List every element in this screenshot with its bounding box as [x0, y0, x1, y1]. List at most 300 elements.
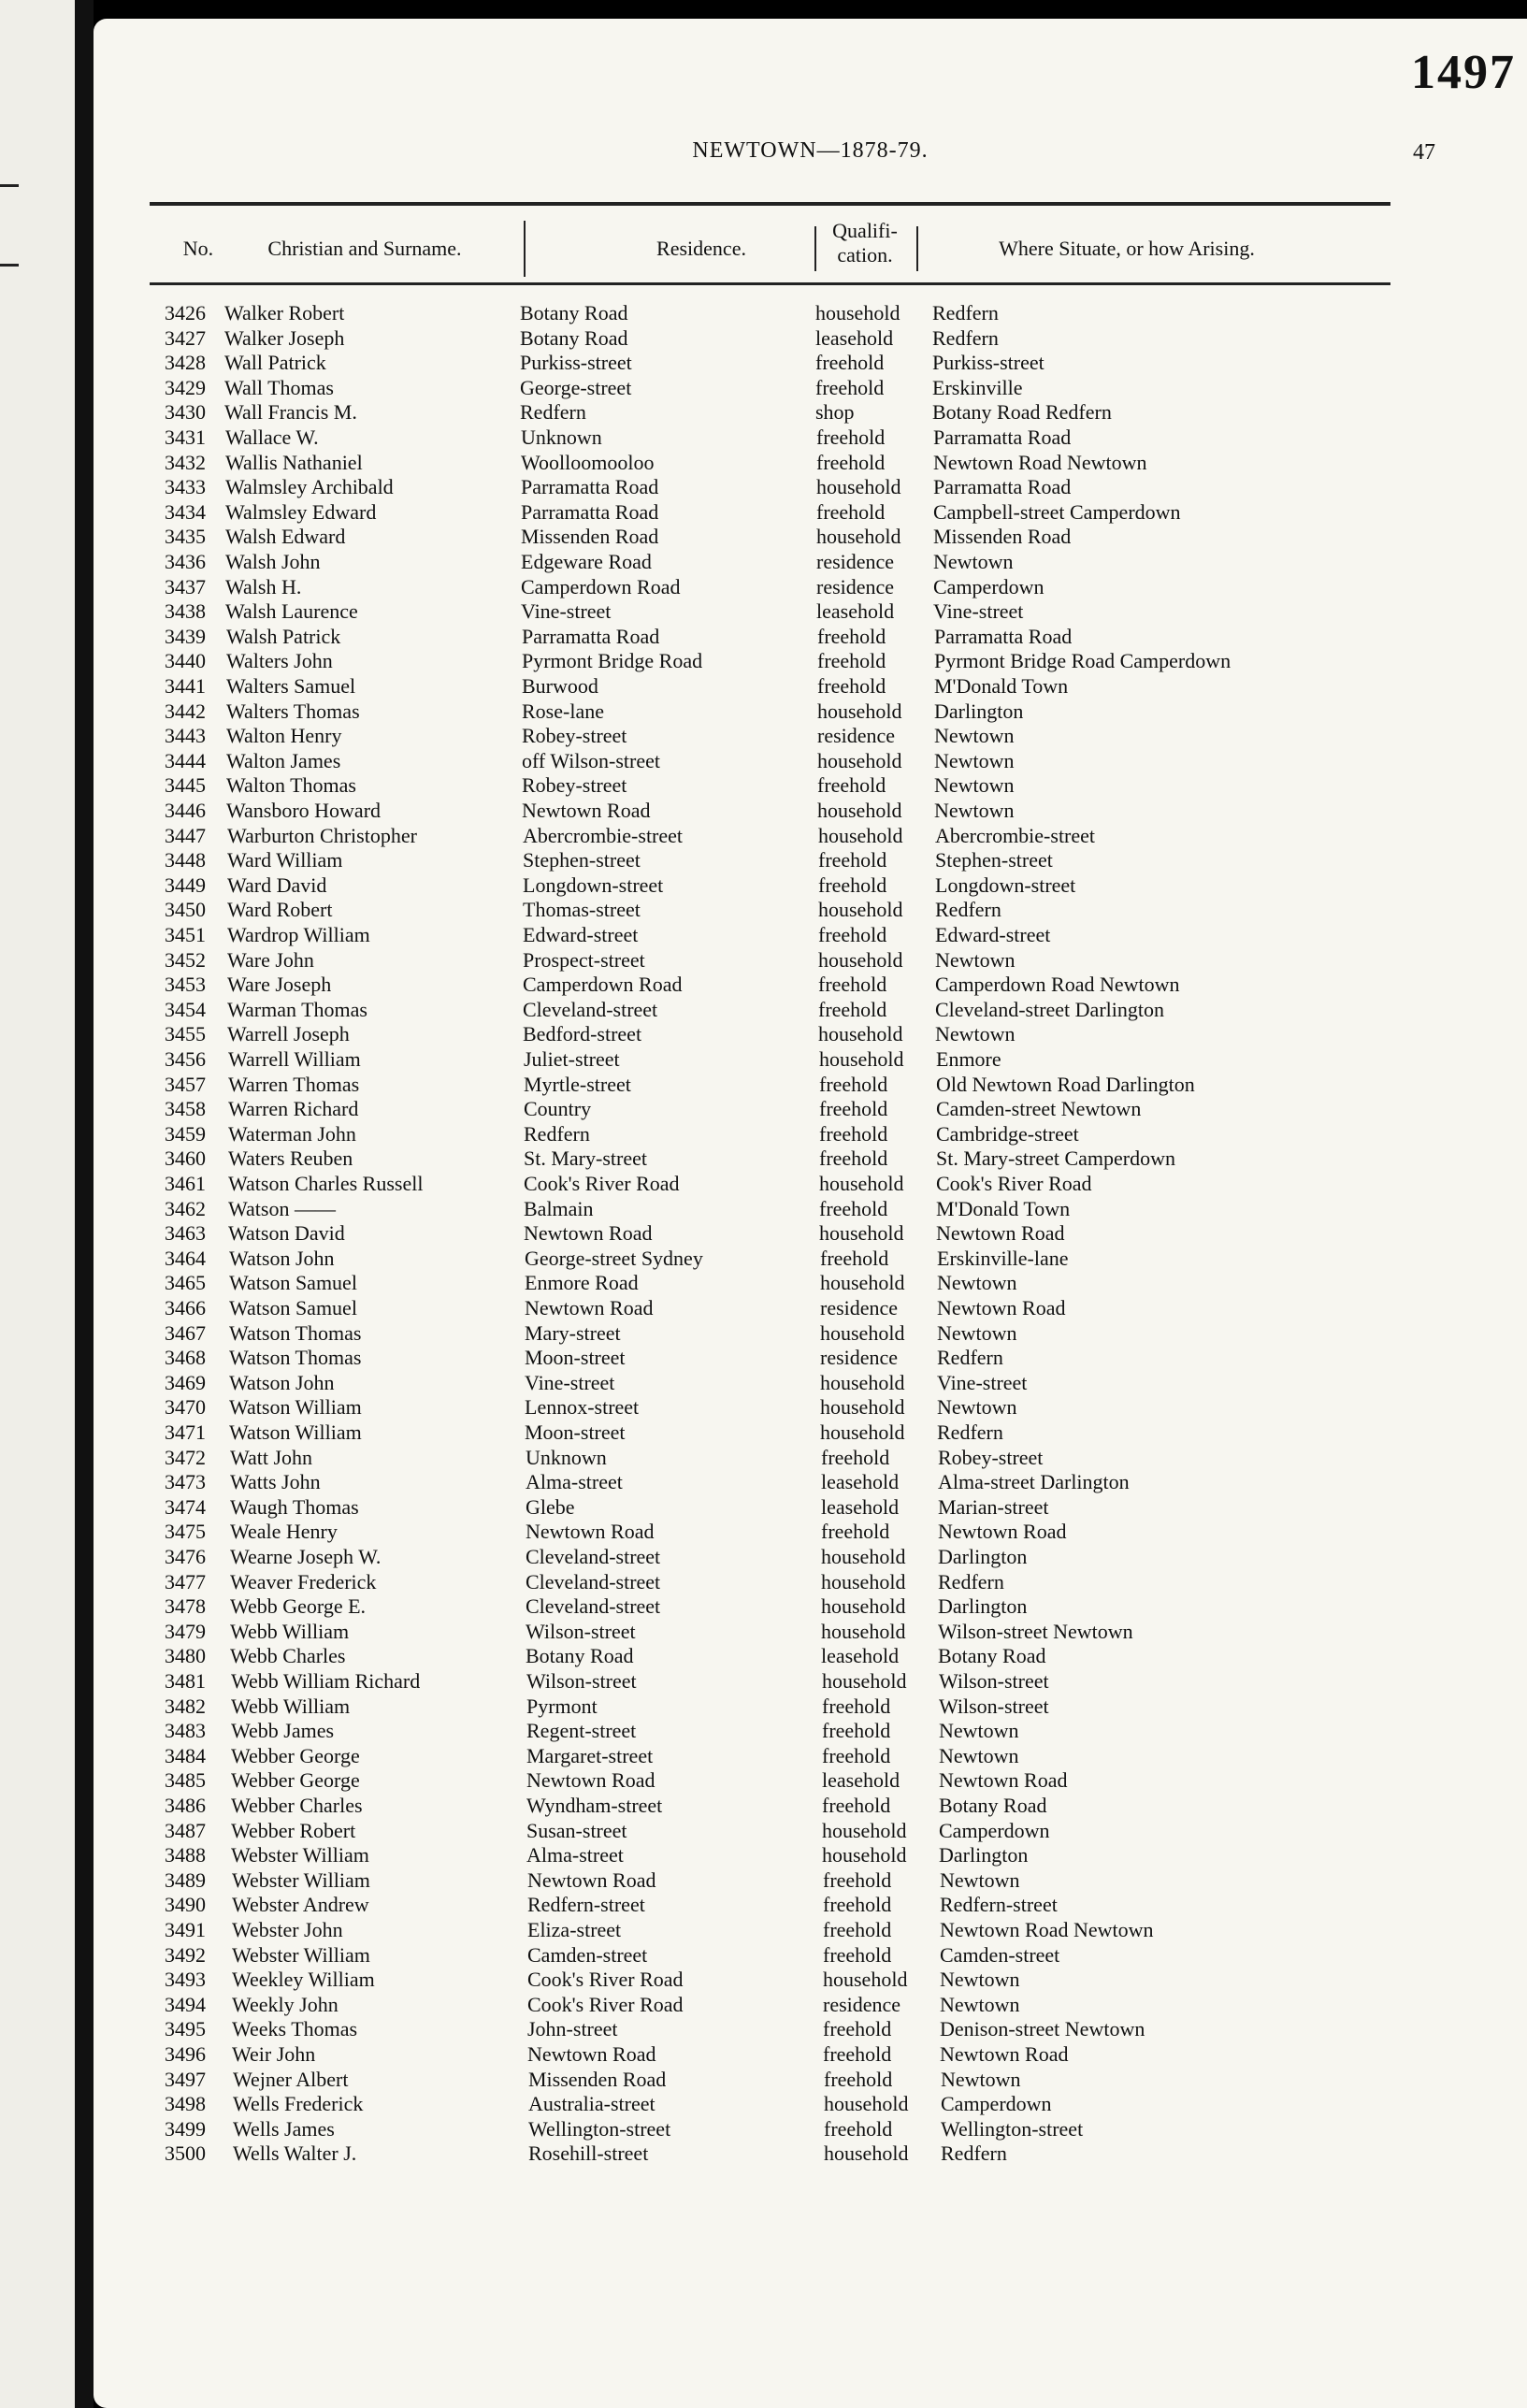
- elector-qualification: household: [820, 1370, 905, 1394]
- elector-qualification: residence: [816, 574, 895, 598]
- table-row: [94, 550, 1527, 575]
- property-location: Redfern-street: [940, 1893, 1058, 1917]
- property-location: Longdown-street: [935, 872, 1076, 897]
- property-location: Newtown Road: [939, 1768, 1068, 1793]
- elector-residence: John-street: [527, 2017, 618, 2041]
- book-spine: [75, 0, 94, 2408]
- property-location: Stephen-street: [935, 848, 1053, 872]
- elector-name: Warman Thomas: [227, 997, 367, 1021]
- table-row: [94, 1768, 1527, 1794]
- elector-number: 3478: [165, 1594, 206, 1619]
- table-row: [94, 1620, 1527, 1645]
- property-location: M'Donald Town: [934, 674, 1069, 698]
- property-location: Darlington: [938, 1594, 1028, 1619]
- page-number: 47: [1413, 140, 1435, 165]
- table-row: [94, 599, 1527, 625]
- property-location: Old Newtown Road Darlington: [936, 1072, 1195, 1096]
- elector-residence: Botany Road: [520, 301, 628, 324]
- elector-name: Webb William: [230, 1619, 350, 1643]
- elector-residence: Edward-street: [523, 923, 639, 946]
- elector-number: 3446: [165, 799, 206, 822]
- elector-name: Ward William: [227, 848, 343, 872]
- table-row: [94, 1047, 1527, 1073]
- elector-residence: Wyndham-street: [526, 1794, 663, 1817]
- table-row: [94, 1122, 1527, 1147]
- elector-name: Walton Henry: [226, 724, 342, 748]
- elector-residence: Abercrombie-street: [523, 823, 684, 847]
- elector-residence: Parramatta Road: [522, 624, 660, 648]
- elector-residence: Newtown Road: [527, 2042, 656, 2066]
- elector-qualification: freehold: [822, 1743, 891, 1767]
- elector-number: 3467: [165, 1320, 206, 1345]
- elector-residence: George-street: [520, 375, 632, 399]
- elector-number: 3464: [165, 1246, 206, 1270]
- elector-qualification: residence: [817, 724, 896, 748]
- property-location: Edward-street: [935, 923, 1051, 946]
- table-row: [94, 2017, 1527, 2042]
- elector-name: Webster William: [232, 1942, 370, 1967]
- elector-qualification: household: [820, 1420, 905, 1444]
- elector-name: Watt John: [230, 1445, 313, 1469]
- elector-residence: Glebe: [526, 1494, 575, 1519]
- elector-number: 3435: [165, 525, 206, 549]
- elector-name: Weeks Thomas: [232, 2017, 358, 2041]
- elector-number: 3427: [165, 325, 206, 350]
- elector-qualification: leasehold: [822, 1768, 900, 1793]
- elector-name: Weekly John: [232, 1992, 339, 2016]
- elector-qualification: household: [816, 525, 901, 549]
- elector-residence: off Wilson-street: [522, 748, 660, 772]
- elector-number: 3483: [165, 1719, 206, 1743]
- col-header-residence: Residence.: [656, 237, 746, 260]
- property-location: Campbell-street Camperdown: [933, 499, 1181, 524]
- elector-name: Waugh Thomas: [230, 1494, 359, 1519]
- elector-name: Webber Robert: [231, 1818, 356, 1842]
- elector-residence: Rose-lane: [522, 699, 604, 723]
- property-location: Marian-street: [938, 1494, 1049, 1519]
- elector-name: Wardrop William: [227, 923, 370, 946]
- elector-number: 3454: [165, 997, 206, 1021]
- elector-number: 3488: [165, 1843, 206, 1867]
- table-row: [94, 625, 1527, 650]
- elector-qualification: household: [819, 1047, 904, 1071]
- column-separator: [916, 226, 918, 271]
- table-row: [94, 1221, 1527, 1247]
- property-location: Wilson-street: [939, 1669, 1049, 1693]
- elector-number: 3443: [165, 724, 206, 748]
- property-location: Denison-street Newtown: [940, 2017, 1145, 2041]
- property-location: Darlington: [934, 699, 1024, 723]
- elector-residence: Missenden Road: [521, 525, 659, 549]
- column-separator: [524, 221, 526, 277]
- elector-name: Wells James: [233, 2116, 335, 2141]
- table-row: [94, 1495, 1527, 1521]
- table-row: [94, 1694, 1527, 1720]
- elector-number: 3456: [165, 1047, 206, 1071]
- table-row: [94, 1346, 1527, 1371]
- elector-residence: Regent-street: [526, 1719, 637, 1743]
- property-location: Cambridge-street: [936, 1121, 1079, 1146]
- elector-qualification: freehold: [823, 2042, 892, 2066]
- elector-qualification: household: [817, 799, 902, 822]
- elector-number: 3453: [165, 973, 206, 997]
- elector-qualification: household: [820, 1395, 905, 1420]
- elector-number: 3481: [165, 1669, 206, 1693]
- property-location: M'Donald Town: [936, 1196, 1071, 1220]
- elector-residence: Newtown Road: [526, 1520, 655, 1544]
- margin-mark: [0, 184, 19, 187]
- table-row: [94, 1446, 1527, 1471]
- table-row: [94, 2117, 1527, 2142]
- elector-number: 3473: [165, 1470, 206, 1494]
- elector-name: Weir John: [232, 2042, 316, 2066]
- elector-name: Webb William Richard: [231, 1669, 421, 1693]
- elector-number: 3457: [165, 1072, 206, 1096]
- elector-residence: Botany Road: [520, 325, 628, 350]
- table-row: [94, 1744, 1527, 1769]
- table-row: [94, 475, 1527, 500]
- elector-qualification: household: [821, 1619, 906, 1643]
- property-location: St. Mary-street Camperdown: [936, 1146, 1175, 1171]
- elector-qualification: household: [819, 1221, 904, 1246]
- elector-number: 3474: [165, 1494, 206, 1519]
- property-location: Alma-street Darlington: [938, 1470, 1130, 1494]
- elector-number: 3491: [165, 1918, 206, 1941]
- table-row: [94, 873, 1527, 899]
- col-header-name: Christian and Surname.: [267, 237, 462, 260]
- elector-name: Walsh H.: [225, 574, 302, 598]
- elector-qualification: household: [816, 475, 901, 499]
- elector-qualification: household: [820, 1320, 905, 1345]
- property-location: Newtown: [940, 1992, 1020, 2016]
- property-location: Newtown: [940, 1867, 1020, 1892]
- property-location: Newtown: [940, 1968, 1020, 1992]
- table-row: [94, 1271, 1527, 1296]
- table-row: [94, 1943, 1527, 1968]
- property-location: Cleveland-street Darlington: [935, 997, 1164, 1021]
- elector-qualification: freehold: [818, 872, 887, 897]
- elector-residence: Rosehill-street: [528, 2141, 649, 2166]
- property-location: Camden-street Newtown: [936, 1097, 1142, 1121]
- elector-name: Wallis Nathaniel: [225, 450, 363, 474]
- property-location: Botany Road: [939, 1794, 1047, 1817]
- property-location: Abercrombie-street: [935, 823, 1096, 847]
- elector-residence: Enmore Road: [525, 1271, 639, 1295]
- table-row: [94, 848, 1527, 873]
- elector-number: 3484: [165, 1743, 206, 1767]
- property-location: Newtown: [939, 1719, 1019, 1743]
- elector-name: Warburton Christopher: [227, 823, 417, 847]
- table-row: [94, 699, 1527, 725]
- table-row: [94, 1073, 1527, 1098]
- elector-residence: Cook's River Road: [524, 1172, 680, 1195]
- elector-number: 3445: [165, 773, 206, 798]
- elector-number: 3461: [165, 1172, 206, 1195]
- property-location: Robey-street: [938, 1445, 1044, 1469]
- elector-name: Warren Thomas: [228, 1072, 360, 1096]
- elector-number: 3441: [165, 674, 206, 698]
- elector-name: Watson John: [229, 1246, 335, 1270]
- table-row: [94, 1594, 1527, 1620]
- elector-number: 3430: [165, 400, 206, 425]
- property-location: Newtown: [934, 724, 1015, 748]
- elector-name: Wearne Joseph W.: [230, 1545, 382, 1568]
- elector-residence: Camperdown Road: [521, 574, 681, 598]
- elector-number: 3492: [165, 1942, 206, 1967]
- property-location: Botany Road: [938, 1644, 1046, 1668]
- elector-number: 3499: [165, 2116, 206, 2141]
- elector-name: Watson Charles Russell: [228, 1172, 424, 1195]
- elector-residence: Eliza-street: [527, 1918, 622, 1941]
- property-location: Newtown: [934, 748, 1015, 772]
- elector-qualification: household: [818, 898, 903, 922]
- elector-number: 3476: [165, 1545, 206, 1568]
- elector-number: 3490: [165, 1893, 206, 1917]
- elector-number: 3482: [165, 1694, 206, 1718]
- table-row: [94, 1395, 1527, 1420]
- property-location: Camperdown Road Newtown: [935, 973, 1180, 997]
- property-location: Newtown Road: [938, 1520, 1067, 1544]
- col-header-no: No.: [182, 237, 214, 260]
- col-header-qualification: Qualifi- cation.: [832, 219, 898, 267]
- elector-qualification: freehold: [817, 674, 886, 698]
- elector-number: 3436: [165, 550, 206, 573]
- property-location: Enmore: [936, 1047, 1001, 1071]
- elector-number: 3451: [165, 923, 206, 946]
- elector-residence: Newtown Road: [527, 1867, 656, 1892]
- elector-qualification: freehold: [821, 1445, 890, 1469]
- elector-qualification: leasehold: [821, 1644, 900, 1668]
- elector-residence: Stephen-street: [523, 848, 641, 872]
- elector-residence: Myrtle-street: [524, 1072, 631, 1096]
- elector-name: Webster Andrew: [232, 1893, 369, 1917]
- elector-name: Weale Henry: [230, 1520, 338, 1544]
- elector-residence: Thomas-street: [523, 898, 641, 922]
- elector-name: Webb Charles: [230, 1644, 346, 1668]
- property-location: Camden-street: [940, 1942, 1060, 1967]
- property-location: Erskinville-lane: [937, 1246, 1069, 1270]
- elector-name: Walton James: [226, 748, 341, 772]
- elector-residence: Cleveland-street: [526, 1569, 661, 1593]
- elector-residence: Edgeware Road: [521, 550, 652, 573]
- elector-number: 3477: [165, 1569, 206, 1593]
- table-row: [94, 1644, 1527, 1669]
- table-row: [94, 525, 1527, 550]
- elector-residence: Alma-street: [526, 1470, 623, 1494]
- elector-name: Walters John: [226, 649, 333, 673]
- elector-name: Walsh Edward: [225, 525, 346, 549]
- elector-name: Walsh Laurence: [225, 599, 358, 624]
- table-row: [94, 376, 1527, 401]
- elector-residence: Redfern-street: [527, 1893, 645, 1917]
- elector-qualification: household: [817, 748, 902, 772]
- elector-number: 3448: [165, 848, 206, 872]
- elector-name: Warren Richard: [228, 1097, 359, 1121]
- elector-name: Watson ——: [228, 1196, 336, 1220]
- elector-residence: Cook's River Road: [527, 1968, 684, 1992]
- elector-name: Wejner Albert: [233, 2067, 349, 2091]
- elector-qualification: freehold: [818, 848, 887, 872]
- elector-number: 3460: [165, 1146, 206, 1171]
- elector-residence: George-street Sydney: [525, 1246, 703, 1270]
- elector-name: Watson William: [229, 1395, 362, 1420]
- elector-number: 3496: [165, 2042, 206, 2066]
- property-location: Newtown: [934, 799, 1015, 822]
- property-location: Wellington-street: [941, 2116, 1084, 2141]
- table-row: [94, 2042, 1527, 2068]
- elector-qualification: household: [821, 1569, 906, 1593]
- elector-qualification: freehold: [816, 499, 886, 524]
- property-location: Wilson-street: [939, 1694, 1049, 1718]
- elector-number: 3465: [165, 1271, 206, 1295]
- elector-number: 3466: [165, 1296, 206, 1319]
- elector-name: Webb George E.: [230, 1594, 367, 1619]
- elector-name: Walters Thomas: [226, 699, 360, 723]
- property-location: Pyrmont Bridge Road Camperdown: [934, 649, 1232, 673]
- elector-qualification: freehold: [823, 1893, 892, 1917]
- table-row: [94, 1819, 1527, 1844]
- elector-qualification: freehold: [819, 1146, 888, 1171]
- elector-name: Walton Thomas: [226, 773, 356, 798]
- table-row: [94, 948, 1527, 973]
- elector-name: Watson William: [229, 1420, 362, 1444]
- property-location: Newtown: [934, 773, 1015, 798]
- elector-qualification: freehold: [819, 1196, 888, 1220]
- property-location: Newtown: [937, 1395, 1017, 1420]
- elector-number: 3472: [165, 1445, 206, 1469]
- elector-residence: Missenden Road: [528, 2067, 667, 2091]
- elector-qualification: household: [818, 1022, 903, 1046]
- elector-name: Webb William: [231, 1694, 351, 1718]
- elector-qualification: leasehold: [816, 599, 895, 624]
- elector-qualification: household: [821, 1545, 906, 1568]
- elector-residence: Alma-street: [526, 1843, 624, 1867]
- elector-name: Watson Samuel: [229, 1271, 357, 1295]
- elector-number: 3493: [165, 1968, 206, 1992]
- elector-residence: Australia-street: [528, 2092, 655, 2116]
- elector-name: Wells Walter J.: [233, 2141, 357, 2166]
- elector-number: 3469: [165, 1370, 206, 1394]
- elector-name: Webster John: [232, 1918, 343, 1941]
- elector-number: 3494: [165, 1992, 206, 2016]
- property-location: Redfern: [932, 325, 999, 350]
- elector-residence: Bedford-street: [523, 1022, 642, 1046]
- table-row: [94, 2141, 1527, 2167]
- elector-name: Walker Joseph: [224, 325, 345, 350]
- elector-number: 3442: [165, 699, 206, 723]
- table-row: [94, 923, 1527, 948]
- table-row: [94, 2092, 1527, 2117]
- property-location: Redfern: [938, 1569, 1004, 1593]
- elector-number: 3459: [165, 1121, 206, 1146]
- elector-residence: Newtown Road: [522, 799, 651, 822]
- elector-residence: Parramatta Road: [521, 499, 659, 524]
- elector-number: 3444: [165, 748, 206, 772]
- register-page: [94, 19, 1527, 2408]
- property-location: Erskinville: [932, 375, 1023, 399]
- table-row: [94, 773, 1527, 799]
- elector-residence: Unknown: [521, 425, 602, 449]
- property-location: Newtown Road Newtown: [933, 450, 1147, 474]
- elector-qualification: household: [821, 1594, 906, 1619]
- elector-residence: Wilson-street: [526, 1619, 636, 1643]
- elector-residence: Cook's River Road: [527, 1992, 684, 2016]
- elector-residence: Redfern: [520, 400, 586, 425]
- elector-number: 3489: [165, 1867, 206, 1892]
- elector-name: Walmsley Archibald: [225, 475, 394, 499]
- property-location: Newtown: [935, 1022, 1016, 1046]
- elector-residence: Camperdown Road: [523, 973, 683, 997]
- elector-qualification: freehold: [823, 1942, 892, 1967]
- elector-residence: Pyrmont: [526, 1694, 598, 1718]
- elector-residence: Robey-street: [522, 724, 627, 748]
- elector-qualification: freehold: [818, 923, 887, 946]
- elector-number: 3433: [165, 475, 206, 499]
- elector-name: Wansboro Howard: [226, 799, 382, 822]
- table-row: [94, 451, 1527, 476]
- elector-name: Watson Thomas: [229, 1346, 362, 1370]
- property-location: Newtown: [941, 2067, 1021, 2091]
- elector-qualification: household: [823, 1968, 908, 1992]
- table-row: [94, 1022, 1527, 1047]
- elector-number: 3455: [165, 1022, 206, 1046]
- property-location: Newtown: [935, 947, 1016, 972]
- elector-residence: Juliet-street: [524, 1047, 620, 1071]
- elector-qualification: freehold: [816, 425, 886, 449]
- elector-residence: Longdown-street: [523, 872, 664, 897]
- elector-qualification: residence: [820, 1296, 899, 1319]
- elector-number: 3431: [165, 425, 206, 449]
- elector-qualification: household: [822, 1818, 907, 1842]
- elector-qualification: household: [815, 301, 900, 324]
- elector-residence: Woolloomooloo: [521, 450, 655, 474]
- property-location: Newtown Road: [937, 1296, 1066, 1319]
- elector-number: 3498: [165, 2092, 206, 2116]
- elector-number: 3428: [165, 351, 206, 375]
- property-location: Newtown: [933, 550, 1014, 573]
- column-separator: [814, 226, 816, 271]
- elector-qualification: freehold: [816, 450, 886, 474]
- elector-number: 3432: [165, 450, 206, 474]
- elector-name: Ware Joseph: [227, 973, 332, 997]
- elector-name: Warrell Joseph: [227, 1022, 350, 1046]
- elector-number: 3495: [165, 2017, 206, 2041]
- property-location: Redfern: [932, 301, 999, 324]
- elector-residence: Robey-street: [522, 773, 627, 798]
- table-row: [94, 301, 1527, 326]
- elector-name: Watson David: [228, 1221, 345, 1246]
- elector-name: Waters Reuben: [228, 1146, 353, 1171]
- elector-name: Wall Thomas: [224, 375, 334, 399]
- table-row: [94, 1321, 1527, 1347]
- elector-name: Walters Samuel: [226, 674, 356, 698]
- top-rule: [150, 202, 1390, 206]
- elector-qualification: leasehold: [815, 325, 894, 350]
- elector-residence: Susan-street: [526, 1818, 627, 1842]
- property-location: Camperdown: [941, 2092, 1052, 2116]
- elector-name: Ward David: [227, 872, 327, 897]
- elector-residence: Prospect-street: [523, 947, 645, 972]
- elector-qualification: leasehold: [821, 1470, 900, 1494]
- table-row: [94, 425, 1527, 451]
- property-location: Camperdown: [933, 574, 1044, 598]
- elector-residence: Camden-street: [527, 1942, 648, 1967]
- elector-residence: Vine-street: [525, 1370, 615, 1394]
- table-row: [94, 326, 1527, 352]
- elector-residence: Mary-street: [525, 1320, 621, 1345]
- table-row: [94, 2068, 1527, 2093]
- table-row: [94, 1669, 1527, 1694]
